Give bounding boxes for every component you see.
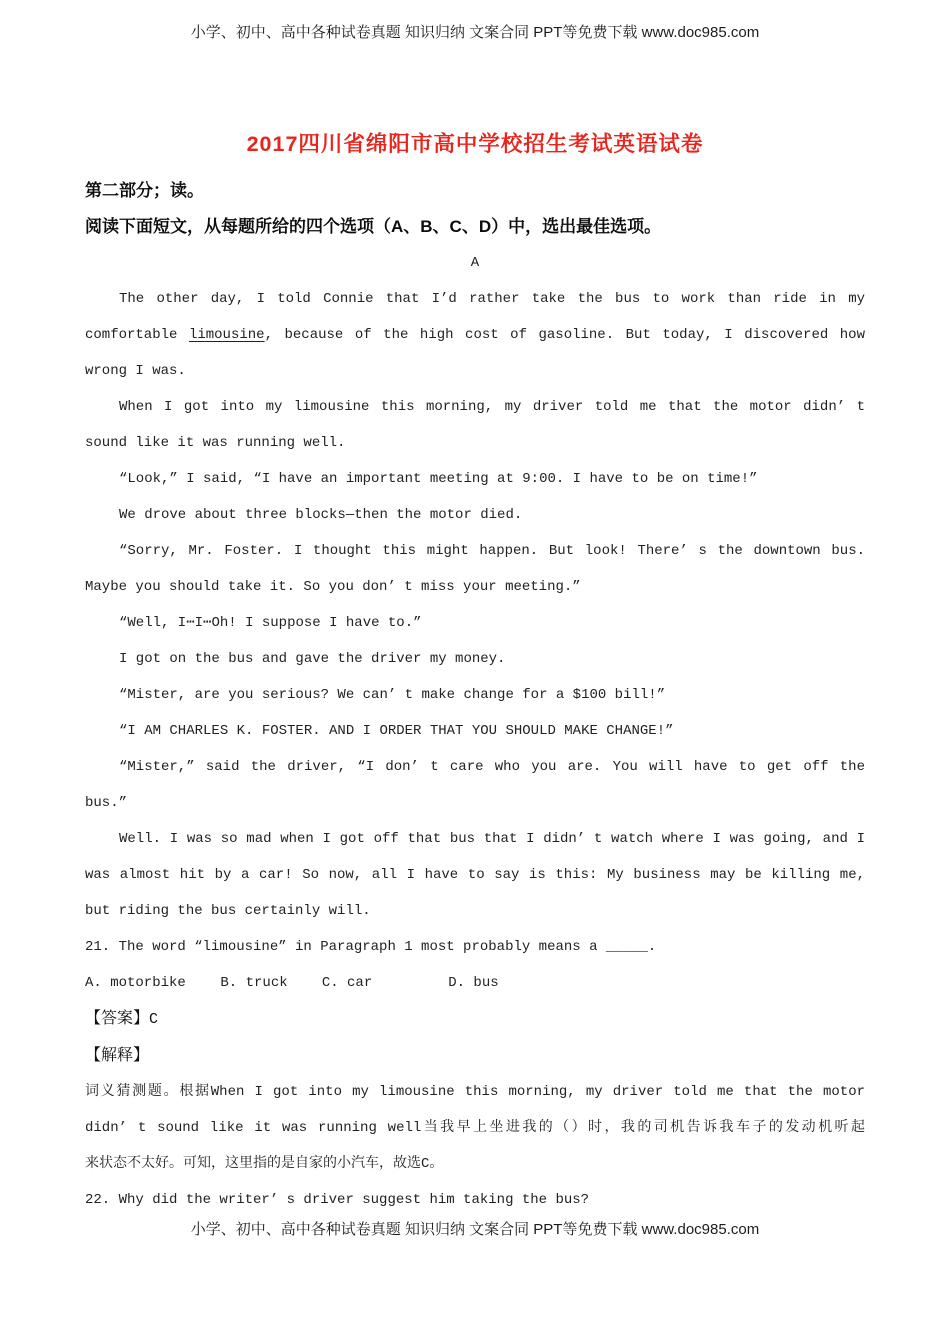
passage-line: comfortable limousine, because of the high cost of gasoline. But today, I discovered how [85, 327, 865, 343]
explanation-line: 词义猜测题。根据When I got into my limousine this morning, my driver told me that the motor [85, 1084, 865, 1100]
passage-label: A [470, 255, 480, 271]
answer-line [85, 1001, 865, 1038]
header-watermark: 小学、初中、高中各种试卷真题 知识归纳 文案合同 PPT等免费下载 www.doc985.com [190, 24, 760, 41]
underlined-term: limousine [188, 327, 265, 343]
passage-line: sound like it was running well. [85, 435, 346, 451]
passage-line: “Well, I⋯I⋯Oh! I suppose I have to.” [119, 615, 422, 631]
answer-label: 【答案】 [85, 1010, 150, 1027]
passage-line: bus.” [85, 795, 128, 811]
question-21-options [85, 965, 865, 1001]
passage-line: The other day, I told Connie that I’d rather take the bus to work than ride in my [119, 291, 865, 307]
answer-value: C [149, 1011, 159, 1028]
passage-line: When I got into my limousine this morning, my driver told me that the motor didn’ t [119, 399, 865, 415]
explanation-heading: 【解释】 [85, 1047, 150, 1064]
document-body [85, 173, 865, 1218]
explanation-line: 来状态不太好。可知，这里指的是自家的小汽车，故选C。 [85, 1156, 444, 1172]
explanation-line: didn’ t sound like it was running well当我早上坐进我的（）时，我的司机告诉我车子的发动机听起 [85, 1120, 865, 1136]
footer-watermark: 小学、初中、高中各种试卷真题 知识归纳 文案合同 PPT等免费下载 www.doc985.com [190, 1221, 760, 1238]
explanation [85, 1074, 865, 1182]
option-d: D. bus [448, 975, 499, 991]
passage-line: wrong I was. [85, 363, 186, 379]
question-21-stem: 21. The word “limousine” in Paragraph 1 most probably means a _____. [85, 939, 657, 955]
passage-line: We drove about three blocks—then the motor died. [119, 507, 523, 523]
passage-line: “I AM CHARLES K. FOSTER. AND I ORDER THAT YOU SHOULD MAKE CHANGE!” [119, 723, 674, 739]
option-b: B. truck [220, 975, 288, 991]
passage-line: but riding the bus certainly will. [85, 903, 371, 919]
passage-line: “Mister,” said the driver, “I don’ t care who you are. You will have to get off the [119, 759, 865, 775]
part-heading: 第二部分；读。 [85, 181, 204, 200]
question-22-stem: 22. Why did the writer’ s driver suggest him taking the bus? [85, 1192, 590, 1208]
passage-line: Maybe you should take it. So you don’ t miss your meeting.” [85, 579, 581, 595]
passage-line: I got on the bus and gave the driver my money. [119, 651, 506, 667]
reading-instructions: 阅读下面短文，从每题所给的四个选项（A、B、C、D）中，选出最佳选项。 [85, 217, 662, 236]
passage-line: Well. I was so mad when I got off that bus that I didn’ t watch where I was going, and I [119, 831, 865, 847]
document-title: 2017四川省绵阳市高中学校招生考试英语试卷 [246, 132, 704, 156]
passage-line: was almost hit by a car! So now, all I have to say is this: My business may be killing me, [85, 867, 865, 883]
passage-line: “Sorry, Mr. Foster. I thought this might happen. But look! There’ s the downtown bus. [119, 543, 865, 559]
passage-line: “Look,” I said, “I have an important meeting at 9:00. I have to be on time!” [119, 471, 758, 487]
option-c: C. car [321, 975, 373, 991]
option-a: A. motorbike [85, 975, 186, 991]
passage-line: “Mister, are you serious? We can’ t make change for a $100 bill!” [119, 687, 666, 703]
passage [85, 281, 865, 929]
